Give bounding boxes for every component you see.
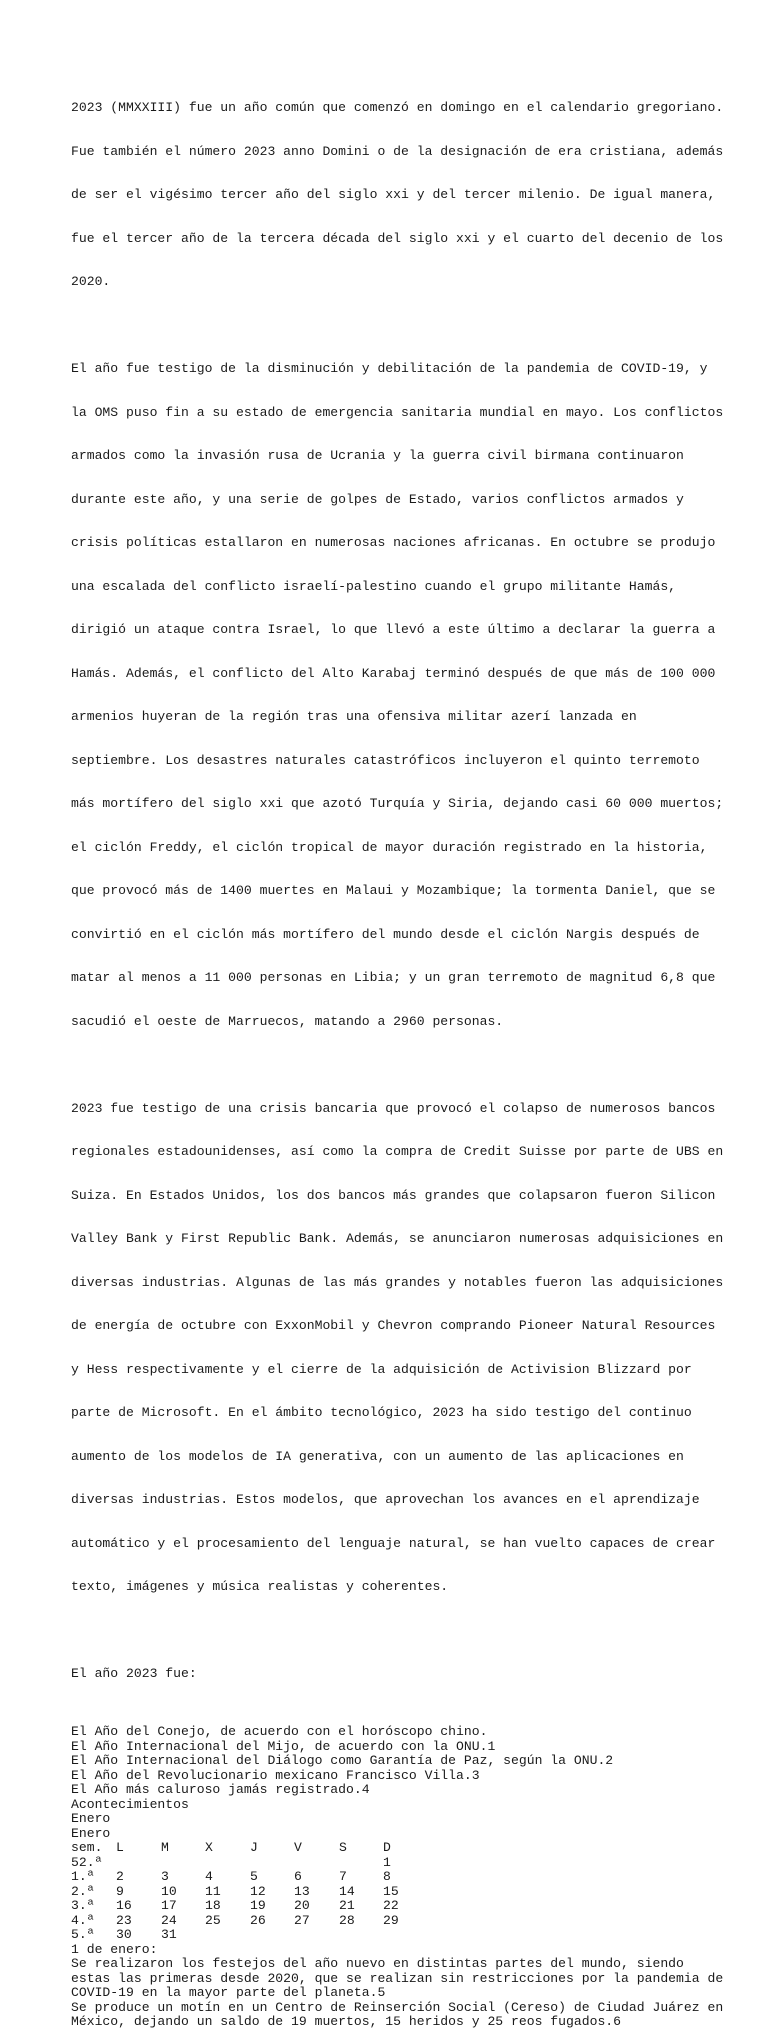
calendar-header-cell: L [116,1840,124,1855]
text-line: diversas industrias. Estos modelos, que aprovechan los avances en el aprendizaje [71,1492,700,1507]
calendar-header-cell: X [205,1840,213,1855]
text-line: 2023 fue testigo de una crisis bancaria que provocó el colapso de numerosos bancos [71,1100,716,1116]
calendar-day-cell: 31 [161,1927,177,1942]
calendar-week-cell: 2.ª [71,1883,95,1899]
calendar-day-cell [383,1928,423,1943]
calendar-week-row [71,1899,711,1914]
text-line: 2020. [71,274,111,289]
text-line: una escalada del conflicto israelí-palestino cuando el grupo militante Hamás, [71,578,677,594]
calendar-day-cell: 28 [339,1912,355,1928]
paragraph-intro [71,72,724,319]
calendar-day-cell [294,1928,339,1943]
event-date-heading: 1 de enero: [71,1941,158,1957]
calendar-day-cell: 2 [116,1869,124,1884]
text-line: fue el tercer año de la tercera década del siglo xxi y el cuarto del decenio de los [71,230,724,246]
text-line: y Hess respectivamente y el cierre de la adquisición de Activision Blizzard por [71,1361,692,1377]
calendar-day-cell: 27 [294,1912,310,1928]
text-line: crisis políticas estallaron en numerosas naciones africanas. En octubre se produjo [71,535,716,550]
calendar-day-cell: 24 [161,1912,177,1928]
calendar-day-cell [205,1928,250,1943]
calendar-day-cell [161,1856,205,1871]
text-line: matar al menos a 11 000 personas en Libia; y un gran terremoto de magnitud 6,8 que [71,970,716,985]
text-line: diversas industrias. Algunas de las más grandes y notables fueron las adquisiciones [71,1274,724,1290]
list-item: El Año del Conejo, de acuerdo con el horóscopo chino. [71,1724,488,1739]
calendar-week-row [71,1928,711,1943]
calendar-day-cell: 30 [116,1927,132,1942]
text-line: el ciclón Freddy, el ciclón tropical de mayor duración registrado en la historia, [71,839,708,855]
calendar-day-cell: 15 [383,1883,399,1899]
calendar-day-cell: 6 [294,1869,302,1884]
text-line: El año 2023 fue: [71,1666,197,1681]
calendar-day-cell: 13 [294,1883,310,1899]
calendar-day-cell [294,1856,339,1871]
text-line: de energía de octubre con ExxonMobil y Chevron comprando Pioneer Natural Resources [71,1318,716,1333]
calendar-day-cell [250,1928,294,1943]
calendar-day-cell: 14 [339,1883,355,1899]
calendar-day-cell: 21 [339,1898,355,1913]
calendar-header-cell: M [161,1840,169,1855]
text-line: más mortífero del siglo xxi que azotó Turquía y Siria, dejando casi 60 000 muertos; [71,796,724,811]
text-line: Suiza. En Estados Unidos, los dos bancos más grandes que colapsaron fueron Silicon [71,1187,716,1203]
text-line: sacudió el oeste de Marruecos, matando a 2960 personas. [71,1013,504,1029]
text-line: El año fue testigo de la disminución y debilitación de la pandemia de COVID-19, y [71,361,708,376]
text-line: armenios huyeran de la región tras una ofensiva militar azerí lanzada en [71,709,637,724]
calendar-header-cell: J [250,1840,258,1855]
calendar-week-cell: 4.ª [71,1912,95,1928]
calendar-day-cell: 23 [116,1912,132,1928]
text-line: dirigió un ataque contra Israel, lo que llevó a este último a declarar la guerra a [71,622,716,637]
calendar-day-cell: 8 [383,1869,391,1884]
calendar-day-cell [339,1856,383,1871]
calendar-header-row [71,1841,711,1856]
text-line: de ser el vigésimo tercer año del siglo xxi y del tercer milenio. De igual manera, [71,187,716,202]
calendar-day-cell: 22 [383,1898,399,1913]
calendar-day-cell [116,1856,161,1871]
text-line: que provocó más de 1400 muertes en Malaui y Mozambique; la tormenta Daniel, que se [71,883,716,898]
calendar-day-cell: 26 [250,1912,266,1928]
calendar-day-cell: 16 [116,1898,132,1913]
text-line: parte de Microsoft. En el ámbito tecnológico, 2023 ha sido testigo del continuo [71,1405,692,1420]
calendar-header-cell: D [383,1840,391,1855]
text-line: la OMS puso fin a su estado de emergencia sanitaria mundial en mayo. Los conflictos [71,404,724,420]
calendar-day-cell [250,1856,294,1871]
calendar-header-cell: V [294,1840,302,1855]
event-text-line: Se produce un motín en un Centro de Reinserción Social (Cereso) de Ciudad Juárez en [71,1999,724,2015]
list-item: El Año Internacional del Diálogo como Garantía de Paz, según la ONU.2 [71,1753,614,1768]
calendar-day-cell: 10 [161,1883,177,1899]
calendar-day-cell: 9 [116,1883,124,1899]
text-line: Fue también el número 2023 anno Domini o de la designación de era cristiana, además [71,143,724,159]
events-january [71,1941,724,2030]
calendar-header-cell: sem. [71,1840,103,1855]
text-line: aumento de los modelos de IA generativa, con un aumento de las aplicaciones en [71,1448,684,1464]
calendar-day-cell: 19 [250,1898,266,1913]
calendar-day-cell: 4 [205,1869,213,1884]
text-line: durante este año, y una serie de golpes de Estado, varios conflictos armados y [71,491,684,507]
calendar-day-cell: 18 [205,1898,221,1913]
paragraph-overview [71,333,724,1058]
list-item: El Año del Revolucionario mexicano Francisco Villa.3 [71,1767,480,1783]
calendar-week-cell: 52.ª [71,1854,103,1870]
calendar-week-cell: 1.ª [71,1869,95,1884]
calendar-week-cell: 3.ª [71,1898,95,1913]
paragraph-economy [71,1073,724,1624]
subsection-heading: Enero [71,1811,111,1826]
calendar-day-cell: 7 [339,1869,347,1884]
text-line: texto, imágenes y música realistas y coherentes. [71,1579,449,1594]
calendar-day-cell: 20 [294,1898,310,1913]
text-line: 2023 (MMXXIII) fue un año común que comenzó en domingo en el calendario gregoriano. [71,100,724,115]
calendar-day-cell: 1 [383,1854,391,1870]
event-text-line: estas las primeras desde 2020, que se realizan sin restricciones por la pandemia de [71,1970,724,1986]
calendar-week-row [71,1885,711,1900]
list-item: El Año más caluroso jamás registrado.4 [71,1782,370,1797]
calendar-day-cell: 12 [250,1883,266,1899]
calendar-header-cell: S [339,1840,347,1855]
event-text-line: Se realizaron los festejos del año nuevo en distintas partes del mundo, siendo [71,1956,684,1971]
calendar-week-cell: 5.ª [71,1927,95,1942]
text-line: armados como la invasión rusa de Ucrania y la guerra civil birmana continuaron [71,448,684,463]
calendar-day-cell: 3 [161,1869,169,1884]
list-item: El Año Internacional del Mijo, de acuerdo con la ONU.1 [71,1738,496,1754]
calendar-week-row [71,1856,711,1871]
calendar-title: Enero [71,1825,111,1841]
text-line: septiembre. Los desastres naturales catastróficos incluyeron el quinto terremoto [71,752,700,768]
calendar-table [71,1841,711,1943]
document-page [71,72,724,2030]
section-heading: Acontecimientos [71,1796,189,1812]
calendar-day-cell: 11 [205,1883,221,1899]
calendar-day-cell: 5 [250,1869,258,1884]
calendar-day-cell [339,1928,383,1943]
event-text-line: México, dejando un saldo de 19 muertos, 15 heridos y 25 reos fugados.6 [71,2014,622,2029]
calendar-day-cell [205,1856,250,1871]
calendar-day-cell: 17 [161,1898,177,1913]
text-line: Valley Bank y First Republic Bank. Además, se anunciaron numerosas adquisiciones en [71,1231,724,1246]
calendar-week-row [71,1914,711,1929]
text-line: Hamás. Además, el conflicto del Alto Karabaj terminó después de que más de 100 000 [71,665,716,681]
text-line: regionales estadounidenses, así como la compra de Credit Suisse por parte de UBS en [71,1144,724,1159]
calendar-week-row [71,1870,711,1885]
calendar-day-cell: 29 [383,1912,399,1928]
calendar-day-cell: 25 [205,1912,221,1928]
text-line: convirtió en el ciclón más mortífero del mundo desde el ciclón Nargis después de [71,926,700,942]
year-designations-list [71,1725,711,1841]
event-text-line: COVID-19 en la mayor parte del planeta.5 [71,1985,386,2000]
text-line: automático y el procesamiento del lenguaje natural, se han vuelto capaces de crear [71,1535,716,1551]
paragraph-year-was [71,1638,711,1711]
